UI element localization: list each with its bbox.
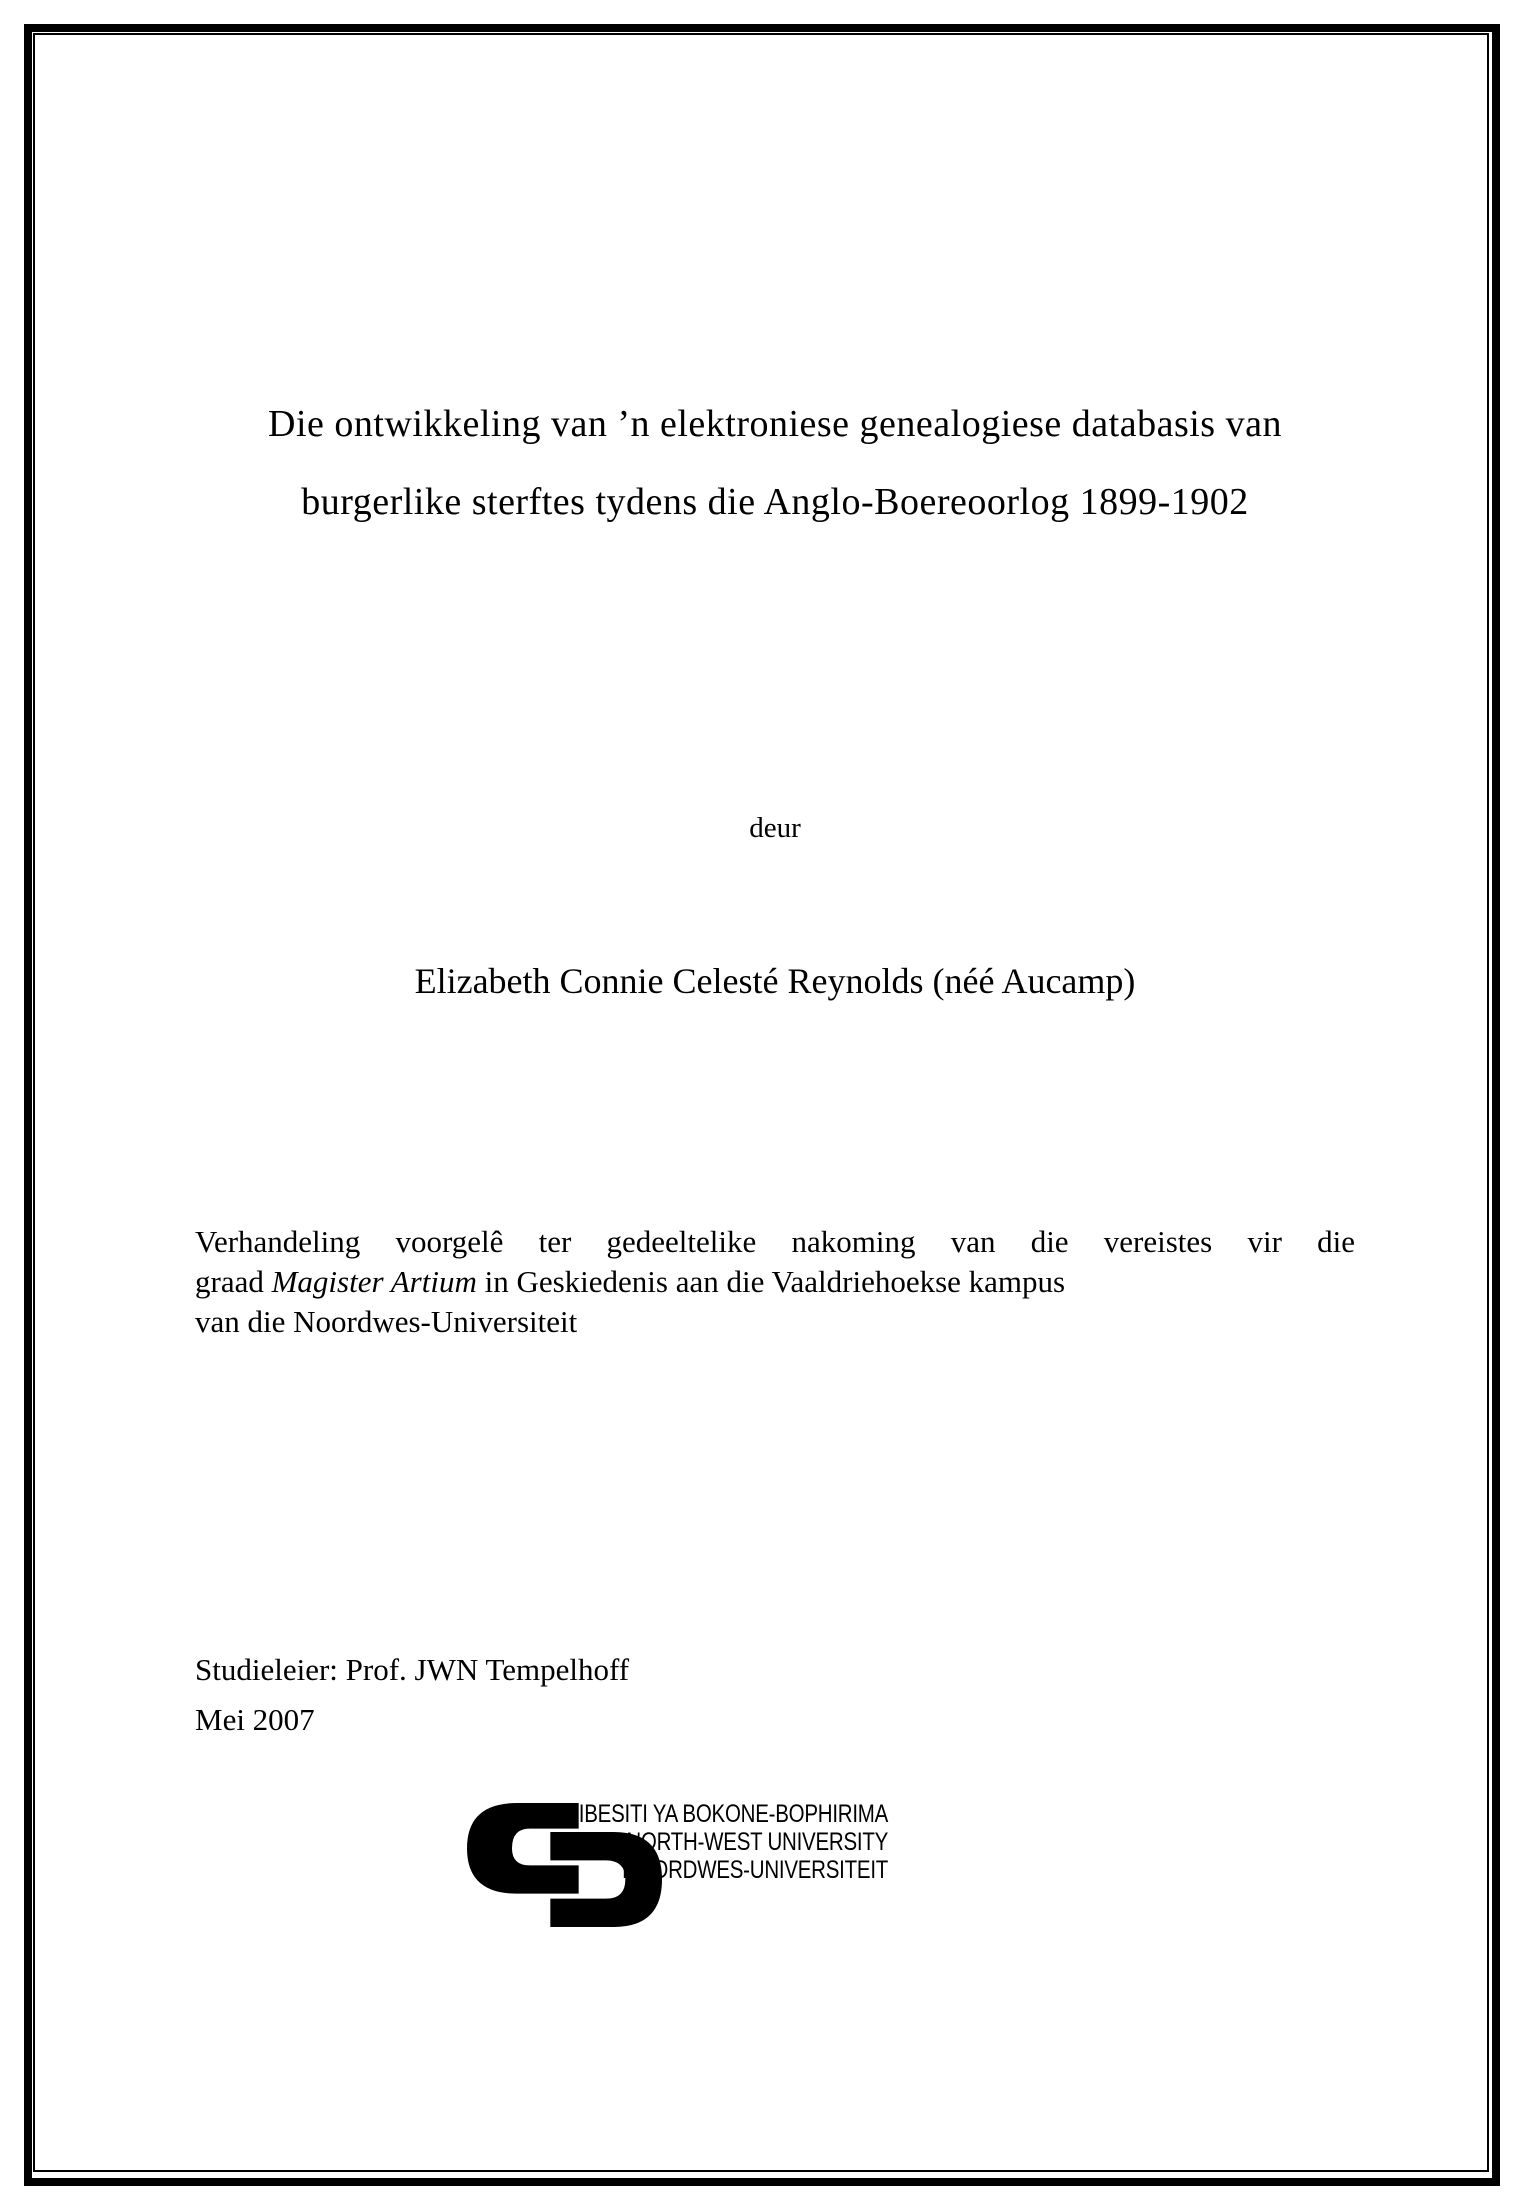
author-name: Elizabeth Connie Celesté Reynolds (néé Aucamp)	[414, 961, 1136, 1001]
degree-name-italic: Magister Artium	[271, 1264, 477, 1299]
thesis-title-line-2: burgerlike sterftes tydens die Anglo-Boereoorlog 1899-1902	[301, 481, 1249, 523]
date-line: Mei 2007	[195, 1702, 315, 1737]
byline-label: deur	[749, 812, 801, 844]
degree-statement-line-2-pre: graad	[195, 1264, 272, 1299]
supervisor-block	[195, 1645, 1355, 1745]
university-name-english: NORTH-WEST UNIVERSITY	[626, 1828, 888, 1856]
thesis-title	[195, 385, 1355, 541]
university-name-setswana: YUNIBESITI YA BOKONE-BOPHIRIMA	[536, 1800, 888, 1828]
thesis-title-line-1: Die ontwikkeling van ’n elektroniese genealogiese databasis van	[268, 403, 1282, 445]
degree-statement-line-2	[195, 1262, 1355, 1302]
degree-statement-line-1: Verhandeling voorgelê ter gedeeltelike nakoming van die vereistes vir die	[195, 1224, 1355, 1259]
degree-statement-line-3: van die Noordwes-Universiteit	[195, 1304, 578, 1339]
degree-statement-line-2-post: in Geskiedenis aan die Vaaldriehoekse kampus	[476, 1264, 1066, 1299]
university-name-afrikaans: NOORDWES-UNIVERSITEIT	[622, 1856, 888, 1884]
supervisor-line: Studieleier: Prof. JWN Tempelhoff	[195, 1652, 630, 1687]
university-name-block	[536, 1800, 888, 1884]
degree-statement	[195, 1222, 1355, 1342]
